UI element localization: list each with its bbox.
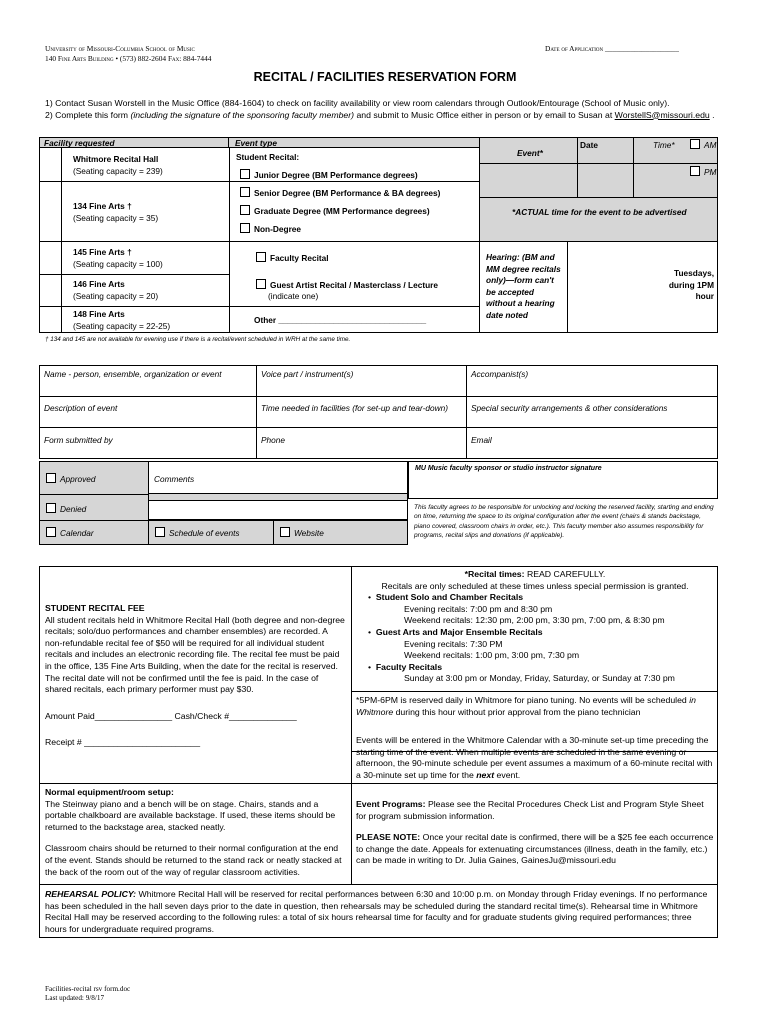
schedule-option[interactable]: Schedule of events <box>155 527 240 538</box>
sponsor-text: This faculty agrees to be responsible for unlocking and locking the reserved facility, starting and ending on time, returning the space to its original configuration after the event (chairs & stands backstage, piano covered, classroom chairs in order, etc.). This faculty member also assumes responsibility for programs, recital slips and donations (if applicable). <box>414 504 714 539</box>
denied-option[interactable]: Denied <box>46 503 86 514</box>
event-senior[interactable]: Senior Degree (BM Performance & BA degrees) <box>240 187 440 198</box>
receipt-field[interactable]: Receipt # ________________________ <box>45 737 201 747</box>
instruction-1: 1) Contact Susan Worstell in the Music Office (884-1604) to check on facility availability or view room calendars through Outlook/Entourage (School of Music only). <box>45 98 670 108</box>
calendar-note: Events will be entered in the Whitmore Calendar with a 30-minute set-up time preceding the starting time of the event. When multiple events are scheduled in the same evening or afternoon, the 90-minute schedule per event assumes a maximum of a 60-minute recital with a 30-minute set up time for the next event. <box>356 735 713 780</box>
footer-file: Facilities-recital rsv form.doc <box>45 985 131 993</box>
header-university: University of Missouri-Columbia School of Music <box>45 44 195 53</box>
voice-field[interactable]: Voice part / instrument(s) <box>261 369 354 379</box>
event-guest[interactable]: Guest Artist Recital / Masterclass / Lecture <box>256 279 438 290</box>
piano-tuning-note: *5PM-6PM is reserved daily in Whitmore for piano tuning. No events will be scheduled in Whitmore during this hour without prior approval from the piano technician <box>356 695 696 717</box>
calendar-option[interactable]: Calendar <box>46 527 94 538</box>
date-of-application[interactable]: Date of Application ____________________ <box>545 44 679 53</box>
guest-checkbox[interactable] <box>256 279 266 289</box>
event-faculty[interactable]: Faculty Recital <box>256 252 329 263</box>
faculty-checkbox[interactable] <box>256 252 266 262</box>
am-option[interactable]: AM <box>690 139 716 150</box>
denied-checkbox[interactable] <box>46 503 56 513</box>
comments-label: Comments <box>154 474 195 484</box>
email-field[interactable]: Email <box>471 435 492 445</box>
recital-group-faculty: • Faculty Recitals Sunday at 3:00 pm or Monday, Friday, Saturday, or Sunday at 7:30 pm <box>368 661 675 684</box>
footer <box>45 985 130 1003</box>
recital-group-guest: • Guest Arts and Major Ensemble Recitals Evening recitals: 7:30 PM Weekend recitals: 1:00 pm, 3:00 pm, 7:30 pm <box>368 626 580 661</box>
pm-option[interactable]: PM <box>690 166 716 177</box>
website-checkbox[interactable] <box>280 527 290 537</box>
junior-checkbox[interactable] <box>240 169 250 179</box>
graduate-checkbox[interactable] <box>240 205 250 215</box>
student-recital-label: Student Recital: <box>236 152 300 162</box>
rehearsal-policy: REHEARSAL POLICY: Whitmore Recital Hall will be reserved for recital performances between 6:30 and 10:00 p.m. on Monday through Friday evenings. If no performance has been scheduled in the hall seven days prior to the date in question, then rehearsals may be scheduled during the standard recital time(s). Rehearsal time in Whitmore Recital Hall may be reserved according to the following rules: a total of six hours rehearsal time for faculty and for graduate students giving required performances; three hours for undergraduate required programs. <box>45 889 708 934</box>
header-address: 140 Fine Arts Building • (573) 882-2604 Fax: 884-7444 <box>45 54 212 63</box>
phone-field[interactable]: Phone <box>261 435 285 445</box>
amount-paid-field[interactable]: Amount Paid________________ Cash/Check #______________ <box>45 711 297 721</box>
event-graduate[interactable]: Graduate Degree (MM Performance degrees) <box>240 205 430 216</box>
event-other[interactable]: Other ________________________________ <box>254 315 427 325</box>
date-col-label: Date <box>580 140 598 150</box>
name-field[interactable]: Name - person, ensemble, organization or event <box>44 369 222 379</box>
facility-148[interactable]: 148 Fine Arts (Seating capacity = 22-25) <box>73 309 171 331</box>
time-col-label: Time* <box>653 140 675 150</box>
nondegree-checkbox[interactable] <box>240 223 250 233</box>
fee-heading: STUDENT RECITAL FEE <box>45 603 145 613</box>
programs-section: Event Programs: Please see the Recital Procedures Check List and Program Style Sheet for program submission information. PLEASE NOTE: Once your recital date is confirmed, there will be a $25 fee each occurrence to change the date. Appeals for extenuating circumstances (illness, death in the family, etc.) can be made in writing to Dr. Julia Gaines, GainesJu@missouri.edu <box>356 799 714 866</box>
facility-146[interactable]: 146 Fine Arts (Seating capacity = 20) <box>73 279 159 301</box>
instruction-2: 2) Complete this form (including the signature of the sponsoring faculty member) and submit to Music Office either in person or by email to Susan at WorstellS@missouri.edu . <box>45 109 715 120</box>
approved-checkbox[interactable] <box>46 473 56 483</box>
recital-group-student: • Student Solo and Chamber Recitals Evening recitals: 7:00 pm and 8:30 pm Weekend recitals: 12:30 pm, 2:00 pm, 3:30 pm, 7:00 pm, & 8:30 pm <box>368 592 665 626</box>
comments-box-2[interactable] <box>148 500 408 520</box>
recital-times: *Recital times: READ CAREFULLY. Recitals are only scheduled at these times unless special permission is granted. • Student Solo and Chamber Recitals Evening recitals: 7:00 pm and 8:30 pm Weekend recitals: 12:30 pm, 2:00 pm, 3:30 pm, 7:00 pm, & 8:30 pm • Guest Arts and Major Ensemble Recitals Evening recitals: 7:30 PM Weekend recitals: 1:00 pm, 3:00 pm, 7:30 pm • Faculty Recitals Sunday at 3:00 pm or Monday, Friday, Saturday, or Sunday at 7:30 pm <box>356 569 714 685</box>
instructions <box>45 98 745 121</box>
actual-time-note: *ACTUAL time for the event to be advertised <box>512 207 687 217</box>
event-junior[interactable]: Junior Degree (BM Performance degrees) <box>240 169 418 180</box>
security-field[interactable]: Special security arrangements & other considerations <box>471 403 668 413</box>
email-link[interactable]: WorstellS@missouri.edu <box>614 109 710 120</box>
event-nondegree[interactable]: Non-Degree <box>240 223 301 234</box>
am-checkbox[interactable] <box>690 139 700 149</box>
description-field[interactable]: Description of event <box>44 403 118 413</box>
fee-section <box>45 603 345 696</box>
facility-145[interactable]: 145 Fine Arts † (Seating capacity = 100) <box>73 247 163 269</box>
website-option[interactable]: Website <box>280 527 324 538</box>
footer-updated: Last updated: 9/8/17 <box>45 994 105 1002</box>
facility-whitmore[interactable]: Whitmore Recital Hall (Seating capacity = 239) <box>73 154 163 176</box>
approved-option[interactable]: Approved <box>46 473 96 484</box>
event-col-label: Event* <box>517 148 543 158</box>
hearing-note: Hearing: (BM and MM degree recitals only)—form can't be accepted without a hearing date noted <box>486 252 561 320</box>
event-type-header: Event type <box>229 138 479 148</box>
accompanist-field[interactable]: Accompanist(s) <box>471 369 529 379</box>
calendar-checkbox[interactable] <box>46 527 56 537</box>
footnote: † 134 and 145 are not available for evening use if there is a recital/event scheduled in WRH at the same time. <box>45 336 351 343</box>
hearing-time: Tuesdays, during 1PM hour <box>668 268 714 301</box>
facility-134[interactable]: 134 Fine Arts † (Seating capacity = 35) <box>73 201 159 223</box>
facility-header: Facility requested <box>40 138 229 148</box>
pm-checkbox[interactable] <box>690 166 700 176</box>
senior-checkbox[interactable] <box>240 187 250 197</box>
sponsor-signature-box[interactable]: MU Music faculty sponsor or studio instructor signature <box>408 461 718 499</box>
submitted-by-field[interactable]: Form submitted by <box>44 435 113 445</box>
schedule-checkbox[interactable] <box>155 527 165 537</box>
time-needed-field[interactable]: Time needed in facilities (for set-up and tear-down) <box>261 403 449 413</box>
event-panel <box>479 138 717 241</box>
equipment-section: Normal equipment/room setup: The Steinway piano and a bench will be on stage. Chairs, stands and a portable chalkboard are available backstage. If used, these items should be returned to the backstage area, stacked neatly. Classroom chairs should be returned to their normal configuration at the end of the event. Stands should be returned to the stand rack or neatly stacked at the back of the room out of the way of regular classroom activities. <box>45 787 342 877</box>
indicate-one: (indicate one) <box>268 291 319 301</box>
fee-text: All student recitals held in Whitmore Recital Hall (both degree and non-degree recitals; solo/duo performances and chamber ensembles) are recorded. A non-refundable recital fee of $50 will be required for all individual student recitals and includes an electronic recording file. The recital fee must be paid in the office, 135 Fine Arts Building, when the date for the recital is reserved. The recital date will not be confirmed until the fee is paid. In the case of shared recitals, each primary performer must pay $30. <box>45 614 345 695</box>
form-title: RECITAL / FACILITIES RESERVATION FORM <box>253 70 517 84</box>
